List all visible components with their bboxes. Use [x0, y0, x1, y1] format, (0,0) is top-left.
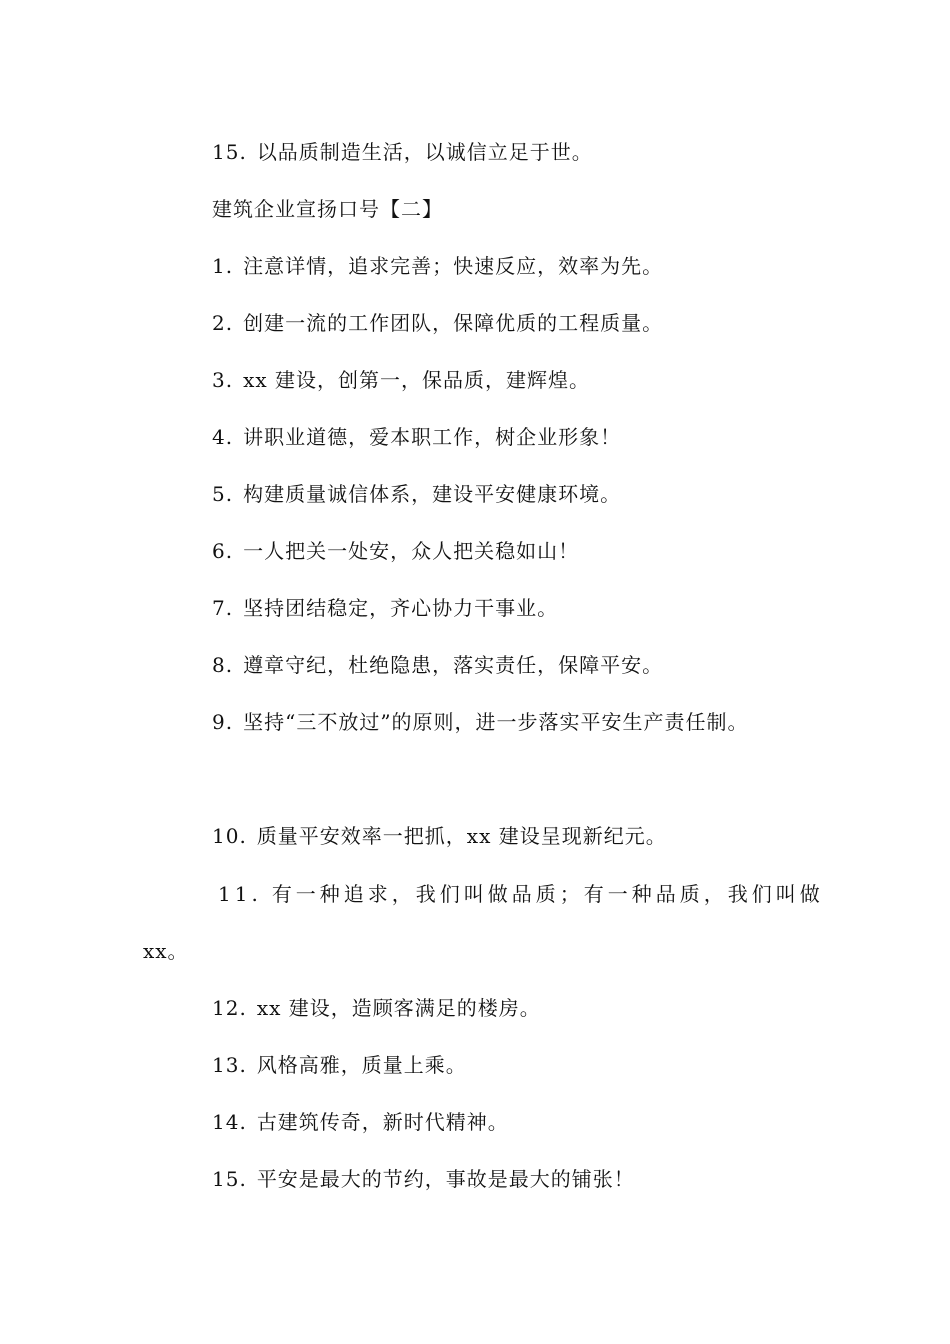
item-text: 风格高雅，质量上乘。 [256, 1053, 467, 1077]
item-text: 有一种追求，我们叫做品质；有一种品质，我们叫做 [271, 882, 824, 906]
list-item [212, 1165, 635, 1193]
item-text: xx 建设，创第一，保品质，建辉煌。 [243, 368, 591, 392]
item-text: 坚持“三不放过”的原则，进一步落实平安生产责任制。 [243, 710, 749, 734]
list-item [212, 366, 590, 394]
item-text: 注意详情，追求完善；快速反应，效率为先。 [243, 254, 664, 278]
list-item [212, 708, 749, 736]
list-item [212, 651, 663, 679]
item-number: 15. [212, 1167, 247, 1191]
item-number: 7. [212, 596, 234, 620]
item-number: 1. [212, 254, 234, 278]
item-number: 11. [218, 882, 262, 906]
item-text: 一人把关一处安，众人把关稳如山！ [243, 539, 580, 563]
item-number: 3. [212, 368, 234, 392]
list-item-continuation [143, 937, 189, 965]
item-number: 12. [212, 996, 247, 1020]
item-text: 坚持团结稳定，齐心协力干事业。 [243, 596, 559, 620]
list-item [212, 1051, 467, 1079]
list-item [212, 1108, 509, 1136]
item-text: 以品质制造生活，以诚信立足于世。 [256, 140, 593, 164]
item-text: 质量平安效率一把抓，xx 建设呈现新纪元。 [256, 824, 667, 848]
item-number: 8. [212, 653, 234, 677]
item-number: 10. [212, 824, 247, 848]
item-text: 构建质量诚信体系，建设平安健康环境。 [243, 482, 622, 506]
list-item [212, 252, 663, 280]
section-heading [212, 195, 443, 223]
list-item [212, 537, 579, 565]
item-number: 4. [212, 425, 234, 449]
list-item [212, 423, 621, 451]
item-text: 遵章守纪，杜绝隐患，落实责任，保障平安。 [243, 653, 664, 677]
item-number: 14. [212, 1110, 247, 1134]
list-item [212, 138, 593, 166]
item-number: 2. [212, 311, 234, 335]
item-number: 5. [212, 482, 234, 506]
item-text: 讲职业道德，爱本职工作，树企业形象！ [243, 425, 622, 449]
item-number: 6. [212, 539, 234, 563]
heading-text: 建筑企业宣扬口号【二】 [212, 197, 443, 221]
item-number: 13. [212, 1053, 247, 1077]
item-text: xx 建设，造顾客满足的楼房。 [256, 996, 541, 1020]
item-text: 古建筑传奇，新时代精神。 [256, 1110, 509, 1134]
list-item [212, 822, 667, 850]
list-item [212, 994, 541, 1022]
item-text: 创建一流的工作团队，保障优质的工程质量。 [243, 311, 664, 335]
list-item [212, 309, 663, 337]
list-item [212, 594, 558, 622]
item-text: xx。 [143, 939, 189, 963]
item-number: 9. [212, 710, 234, 734]
list-item [212, 480, 621, 508]
list-item [218, 880, 824, 908]
item-text: 平安是最大的节约，事故是最大的铺张！ [256, 1167, 635, 1191]
item-number: 15. [212, 140, 247, 164]
